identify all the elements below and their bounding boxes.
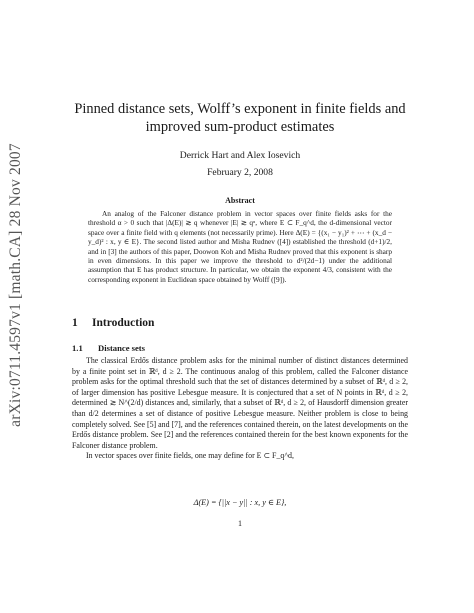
paper-title-line-2: improved sum-product estimates xyxy=(145,119,335,135)
subsection-heading xyxy=(72,343,145,353)
abstract-heading: Abstract xyxy=(225,196,255,205)
paper-authors: Derrick Hart and Alex Iosevich xyxy=(179,150,301,161)
paper-date: February 2, 2008 xyxy=(207,167,273,178)
body-paragraph-1: The classical Erdős distance problem asks for the minimal number of distinct distances determined by a finite point set in ℝᵈ, d ≥ 2. The continuous analog of this problem, called the Falconer distance problem asks for the optimal threshold such that the set of distances determined by a subset of ℝᵈ, d ≥ 2, of larger dimension has positive Lebesgue measure. It is conjectured that a set of N points in ℝᵈ, d ≥ 2, determined ≳ N^(2/d) distances and, similarly, that a subset of ℝᵈ, d ≥ 2, of Hausdorff dimension greater than d/2 determines a set of distance of positive Lebesgue measure. Neither problem is close to being completely solved. See [5] and [7], and the references contained therein, on the latest developments on the Erdős distance problem. See [2] and the references contained therein for the best known exponents for the Falconer distance problem. xyxy=(72,356,408,450)
section-heading xyxy=(72,317,154,329)
section-body xyxy=(72,356,408,462)
body-paragraph-2: In vector spaces over finite fields, one may define for E ⊂ F_q^d, xyxy=(86,451,294,461)
section-number: 1 xyxy=(72,317,78,329)
arxiv-sidebar-stamp xyxy=(4,140,28,430)
display-equation: Δ(E) = {||x − y|| : x, y ∈ E}, xyxy=(193,498,287,507)
abstract-body xyxy=(88,209,392,284)
arxiv-identifier: arXiv:0711.4597v1 [math.CA] 28 Nov 2007 xyxy=(7,143,24,427)
page-number: 1 xyxy=(238,519,242,528)
subsection-number: 1.1 xyxy=(72,343,83,353)
abstract-text: An analog of the Falconer distance problem in vector spaces over finite fields asks for the threshold α > 0 such that |Δ(E)| ≳ q whenever |E| ≳ qᵅ, where E ⊂ F_q^d, the d-dimensional vector space over a finite field with q elements (not necessarily prime). Here Δ(E) = {(x₁ − y₁)² + ⋯ + (x_d − y_d)² : x, y ∈ E}. The second listed author and Misha Rudnev ([4]) established the threshold (d+1)/2, and in [3] the authors of this paper, Doowon Koh and Misha Rudnev proved that this exponent is sharp in even dimensions. In this paper we improve the threshold to d²/(2d−1) under the additional assumption that E has product structure. In particular, we obtain the exponent 4/3, consistent with the corresponding exponent in Euclidean space obtained by Wolff ([9]). xyxy=(88,209,392,284)
paper-title-line-1: Pinned distance sets, Wolff’s exponent in finite fields and xyxy=(74,101,406,117)
section-title: Introduction xyxy=(92,317,155,329)
subsection-title: Distance sets xyxy=(98,343,146,353)
paper-title xyxy=(72,100,408,136)
